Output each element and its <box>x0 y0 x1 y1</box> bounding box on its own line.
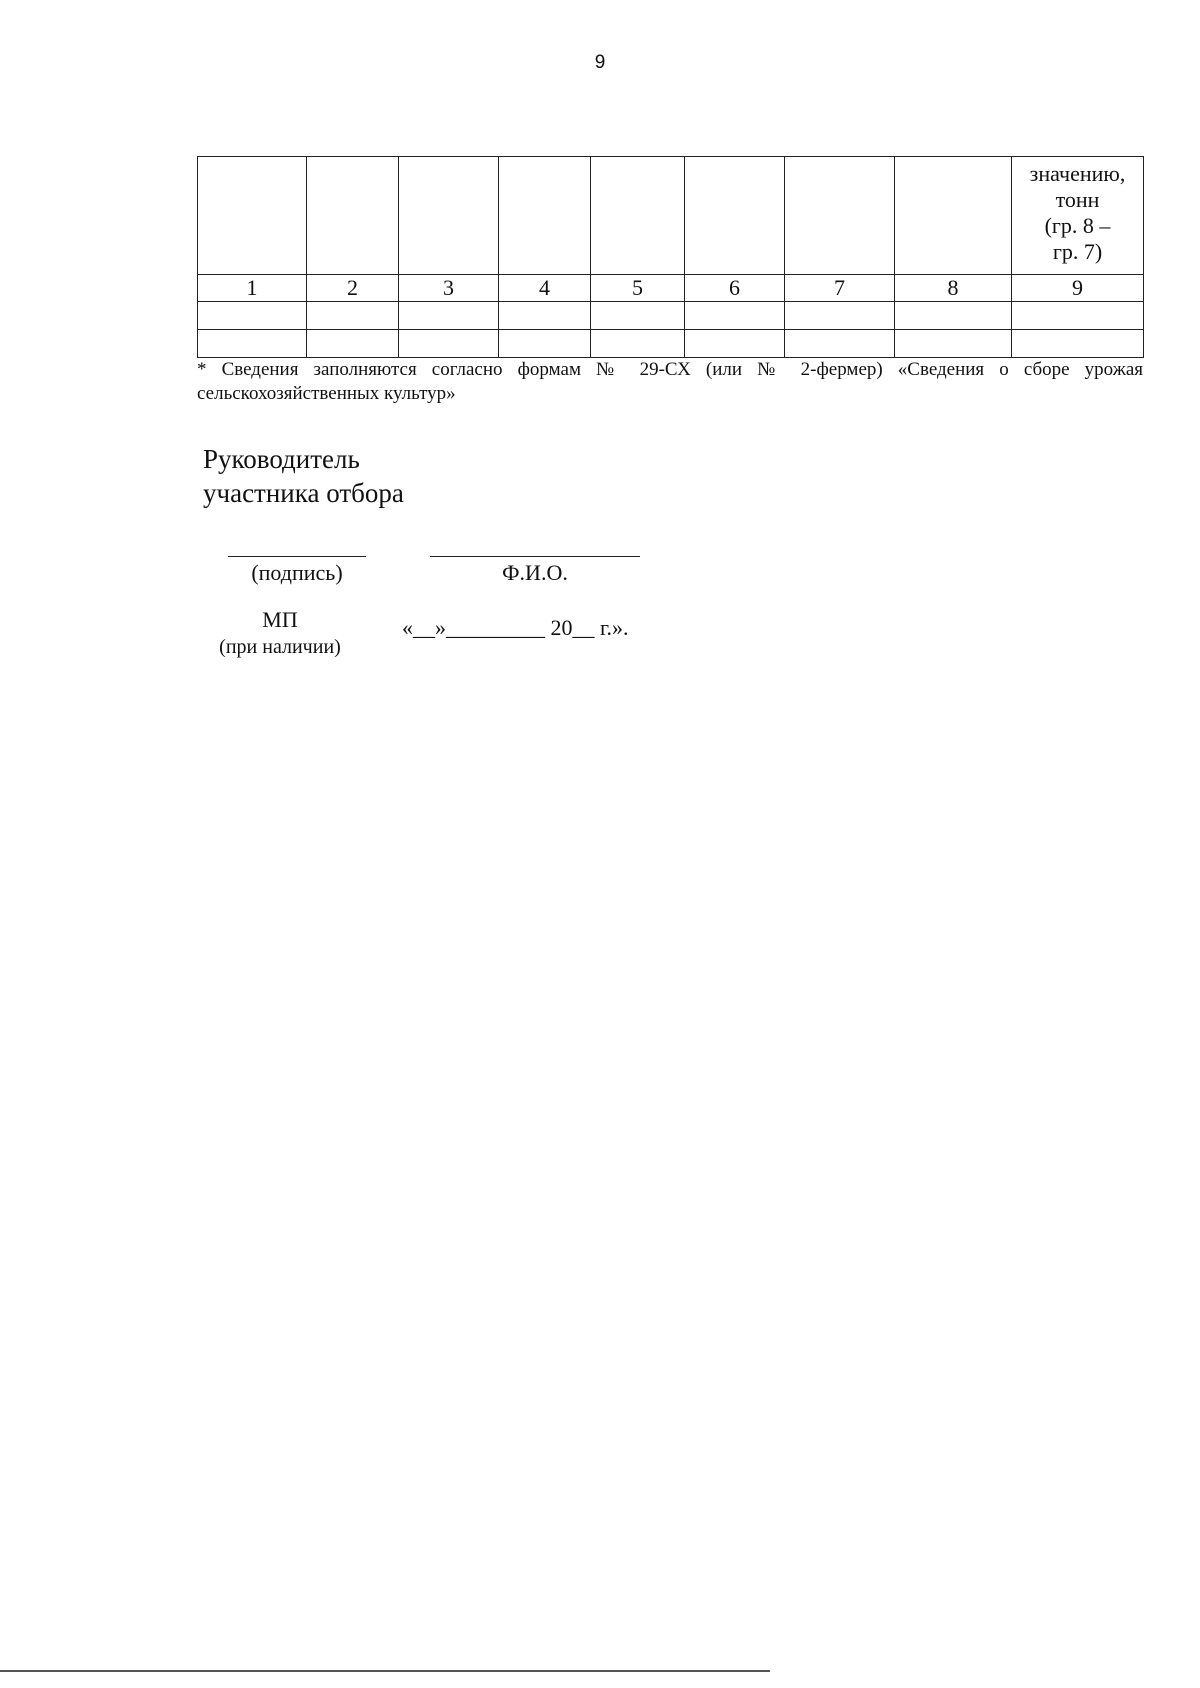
table-cell[interactable] <box>399 302 499 330</box>
table-cell[interactable] <box>307 302 399 330</box>
signatory-title <box>203 442 404 510</box>
table-cell[interactable] <box>399 330 499 358</box>
bottom-rule <box>0 1670 770 1672</box>
signatory-title-line: Руководитель <box>203 444 360 474</box>
date-field[interactable]: «__»_________ 20__ г.». <box>402 615 629 640</box>
table-header-row <box>198 157 1144 275</box>
table-cell[interactable] <box>198 330 307 358</box>
table-cell[interactable] <box>591 330 685 358</box>
signatory-title-line: участника отбора <box>203 478 404 508</box>
table-row <box>198 302 1144 330</box>
name-line[interactable] <box>430 556 640 557</box>
header-text-line: значению, <box>1029 161 1126 186</box>
table-cell[interactable] <box>685 330 785 358</box>
column-number: 7 <box>785 275 895 302</box>
header-cell-col9 <box>1012 157 1144 275</box>
name-label: Ф.И.О. <box>502 560 568 585</box>
header-cell <box>895 157 1012 275</box>
data-table <box>197 156 1144 358</box>
table-cell[interactable] <box>499 330 591 358</box>
header-text-line: (гр. 8 – <box>1044 213 1111 238</box>
signature-label: (подпись) <box>251 560 343 585</box>
header-cell <box>399 157 499 275</box>
table-cell[interactable] <box>591 302 685 330</box>
table-cell[interactable] <box>685 302 785 330</box>
header-cell <box>591 157 685 275</box>
column-number: 3 <box>399 275 499 302</box>
table-cell[interactable] <box>785 302 895 330</box>
table-cell[interactable] <box>785 330 895 358</box>
table-row <box>198 330 1144 358</box>
page-number: 9 <box>594 52 606 73</box>
column-number: 1 <box>198 275 307 302</box>
header-cell <box>499 157 591 275</box>
table-cell[interactable] <box>198 302 307 330</box>
stamp-label: МП <box>262 607 298 632</box>
table-cell[interactable] <box>1012 330 1144 358</box>
column-number: 8 <box>895 275 1012 302</box>
table-cell[interactable] <box>1012 302 1144 330</box>
table-cell[interactable] <box>895 302 1012 330</box>
signature-line[interactable] <box>228 556 366 557</box>
footnote: * Сведения заполняются согласно формам № 29-СХ (или № 2-фермер) «Сведения о сборе урожая сельскохозяйственных культур» <box>197 359 1143 404</box>
header-cell <box>198 157 307 275</box>
header-text-line: тонн <box>1055 187 1100 212</box>
header-cell <box>785 157 895 275</box>
header-cell <box>685 157 785 275</box>
header-text-line: гр. 7) <box>1052 239 1103 264</box>
column-number: 6 <box>685 275 785 302</box>
table-cell[interactable] <box>499 302 591 330</box>
stamp-sublabel: (при наличии) <box>219 636 341 658</box>
table-cell[interactable] <box>307 330 399 358</box>
column-number: 2 <box>307 275 399 302</box>
column-number: 9 <box>1012 275 1144 302</box>
header-cell <box>307 157 399 275</box>
column-number: 4 <box>499 275 591 302</box>
column-number-row <box>198 275 1144 302</box>
table-cell[interactable] <box>895 330 1012 358</box>
column-number: 5 <box>591 275 685 302</box>
